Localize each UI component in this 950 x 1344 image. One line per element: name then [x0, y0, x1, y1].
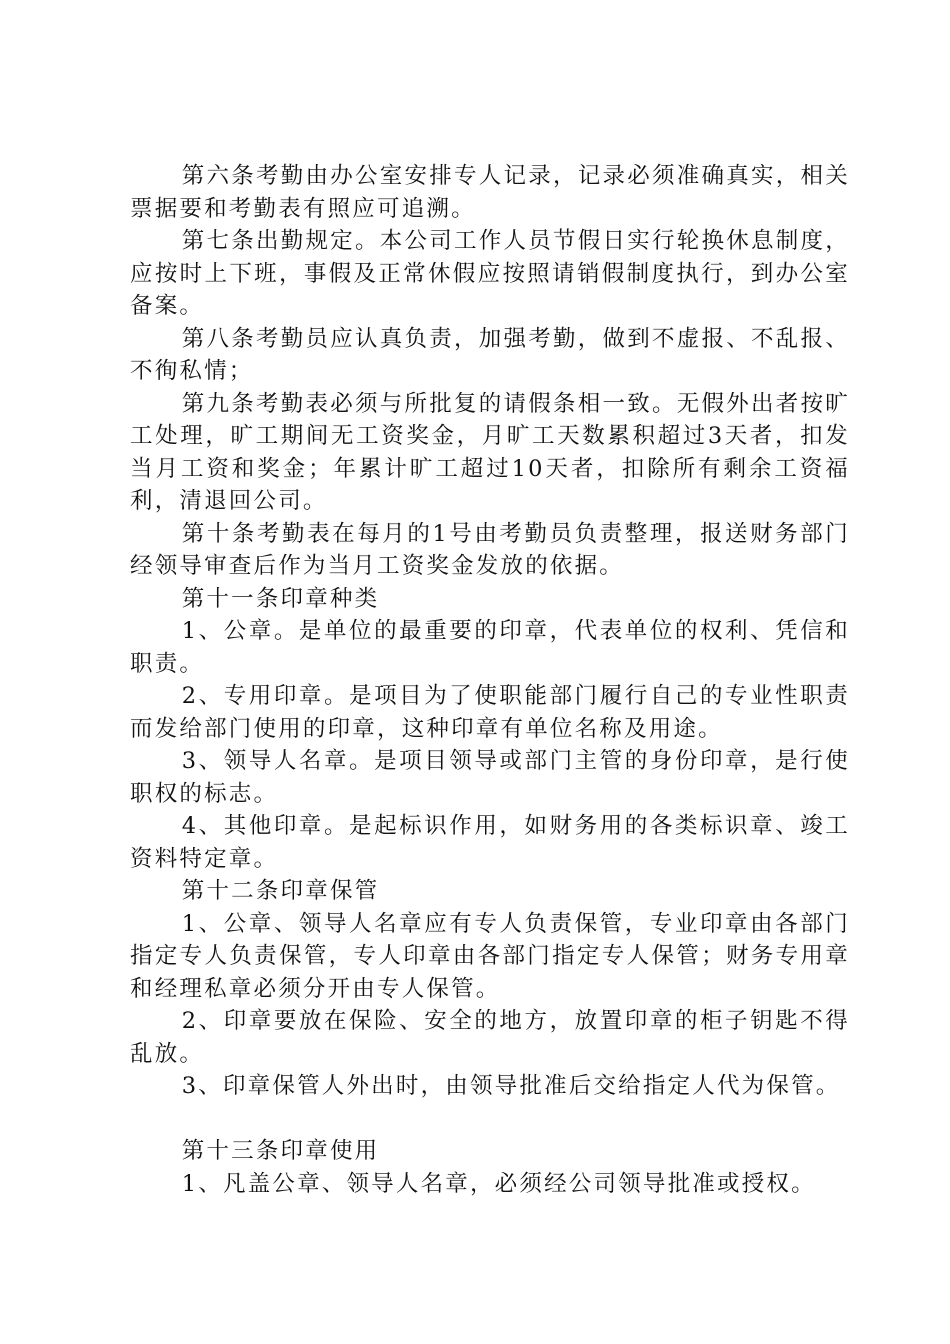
- article-11-heading: 第十一条印章种类: [181, 585, 380, 612]
- article-11-item-2: 2、专用印章。是项目为了使职能部门履行自己的专业性职责而发给部门使用的印章，这种印章有单位名称及用途。: [130, 683, 850, 742]
- document-body: [130, 160, 850, 1200]
- article-10-paragraph: 第十条考勤表在每月的1号由考勤员负责整理，报送财务部门经领导审查后作为当月工资奖金发放的依据。: [130, 520, 850, 579]
- article-6-paragraph: 第六条考勤由办公室安排专人记录，记录必须准确真实，相关票据要和考勤表有照应可追溯。: [130, 163, 850, 222]
- article-12-item-1: 1、公章、领导人名章应有专人负责保管，专业印章由各部门指定专人负责保管，专人印章由各部门指定专人保管；财务专用章和经理私章必须分开由专人保管。: [130, 910, 850, 1002]
- article-11-item-4: 4、其他印章。是起标识作用，如财务用的各类标识章、竣工资料特定章。: [130, 813, 850, 872]
- article-7-paragraph: 第七条出勤规定。本公司工作人员节假日实行轮换休息制度，应按时上下班，事假及正常休假应按照请销假制度执行，到办公室备案。: [130, 228, 850, 319]
- article-13-item-1: 1、凡盖公章、领导人名章，必须经公司领导批准或授权。: [181, 1170, 816, 1197]
- article-12-item-3: 3、印章保管人外出时，由领导批准后交给指定人代为保管。: [181, 1073, 841, 1099]
- article-13-heading: 第十三条印章使用: [181, 1138, 380, 1164]
- paragraph-spacer: [130, 1103, 850, 1136]
- article-11-item-1: 1、公章。是单位的最重要的印章，代表单位的权利、凭信和职责。: [130, 618, 850, 677]
- article-12-item-2: 2、印章要放在保险、安全的地方，放置印章的柜子钥匙不得乱放。: [130, 1008, 850, 1067]
- article-12-heading: 第十二条印章保管: [181, 878, 380, 904]
- article-11-item-3: 3、领导人名章。是项目领导或部门主管的身份印章，是行使职权的标志。: [130, 748, 850, 807]
- article-8-paragraph: 第八条考勤员应认真负责，加强考勤，做到不虚报、不乱报、不徇私情；: [130, 325, 850, 384]
- article-9-paragraph: 第九条考勤表必须与所批复的请假条相一致。无假外出者按旷工处理，旷工期间无工资奖金，月旷工天数累积超过3天者，扣发当月工资和奖金；年累计旷工超过10天者，扣除所有剩余工资福利，清退回公司。: [130, 390, 850, 514]
